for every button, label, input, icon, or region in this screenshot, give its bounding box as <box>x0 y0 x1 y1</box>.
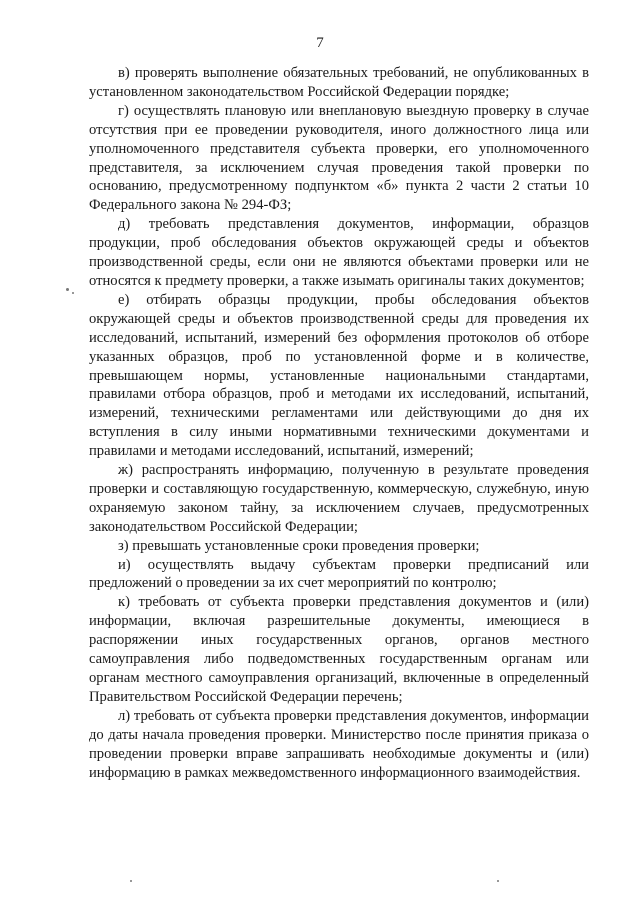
scan-speck <box>497 880 499 882</box>
paragraph-zh: ж) распространять информацию, полученную в результате проведения проверки и составляющую государственную, коммерческую, служебную, иную охраняемую законом тайну, за исключением случаев, предусмотренных законодательством Российской Федерации; <box>89 462 589 535</box>
page-number: 7 <box>316 35 324 51</box>
paragraph-l: л) требовать от субъекта проверки представления документов, информации до даты начала проведения проверки. Министерство после принятия приказа о проведении проверки вправе запрашивать необходимые документы и (или) информацию в рамках межведомственного информационного взаимодействия. <box>89 707 589 781</box>
paragraph-g: г) осуществлять плановую или внеплановую выездную проверку в случае отсутствия при ее проведении руководителя, иного должностного лица или уполномоченного представителя субъекта проверки, его уполномоченного представителя, за исключением случая проведения такой проверки по основанию, предусмотренному подпунктом «б» пункта 2 части 2 статьи 10 Федерального закона № 294-ФЗ; <box>89 102 589 214</box>
paragraph-d: д) требовать представления документов, информации, образцов продукции, проб обследования объектов окружающей среды и объектов производственной среды, если они не являются объектами проверки или не относятся к предмету проверки, а также изымать оригиналы таких документов; <box>89 216 589 289</box>
document-body <box>89 64 589 782</box>
paragraph-i: и) осуществлять выдачу субъектам проверки предписаний или предложений о проведении за их счет мероприятий по контролю; <box>89 556 589 592</box>
scan-speck <box>130 880 132 882</box>
paragraph-z: з) превышать установленные сроки проведения проверки; <box>118 537 480 554</box>
scan-speck <box>72 292 74 294</box>
paragraph-k: к) требовать от субъекта проверки представления документов и (или) информации, включая разрешительные документы, имеющиеся в распоряжении иных государственных органов, органов местного самоуправления либо подведомственных государственным органам или органам местного самоуправления организаций, включенные в определенный Правительством Российской Федерации перечень; <box>89 594 589 705</box>
paragraph-e: е) отбирать образцы продукции, пробы обследования объектов окружающей среды и объектов производственной среды для проведения их исследований, испытаний, измерений без оформления протоколов об отборе указанных образцов, проб по установленной форме и в количестве, превышающем нормы, установленные национальными стандартами, правилами отбора образцов, проб и методами их исследований, испытаний, измерений, техническими регламентами или действующими до дня их вступления в силу иными нормативными техническими документами и правилами и методами исследований, испытаний, измерений; <box>89 291 589 460</box>
paragraph-v: в) проверять выполнение обязательных требований, не опубликованных в установленном законодательством Российской Федерации порядке; <box>89 65 589 100</box>
scan-speck <box>66 288 69 291</box>
